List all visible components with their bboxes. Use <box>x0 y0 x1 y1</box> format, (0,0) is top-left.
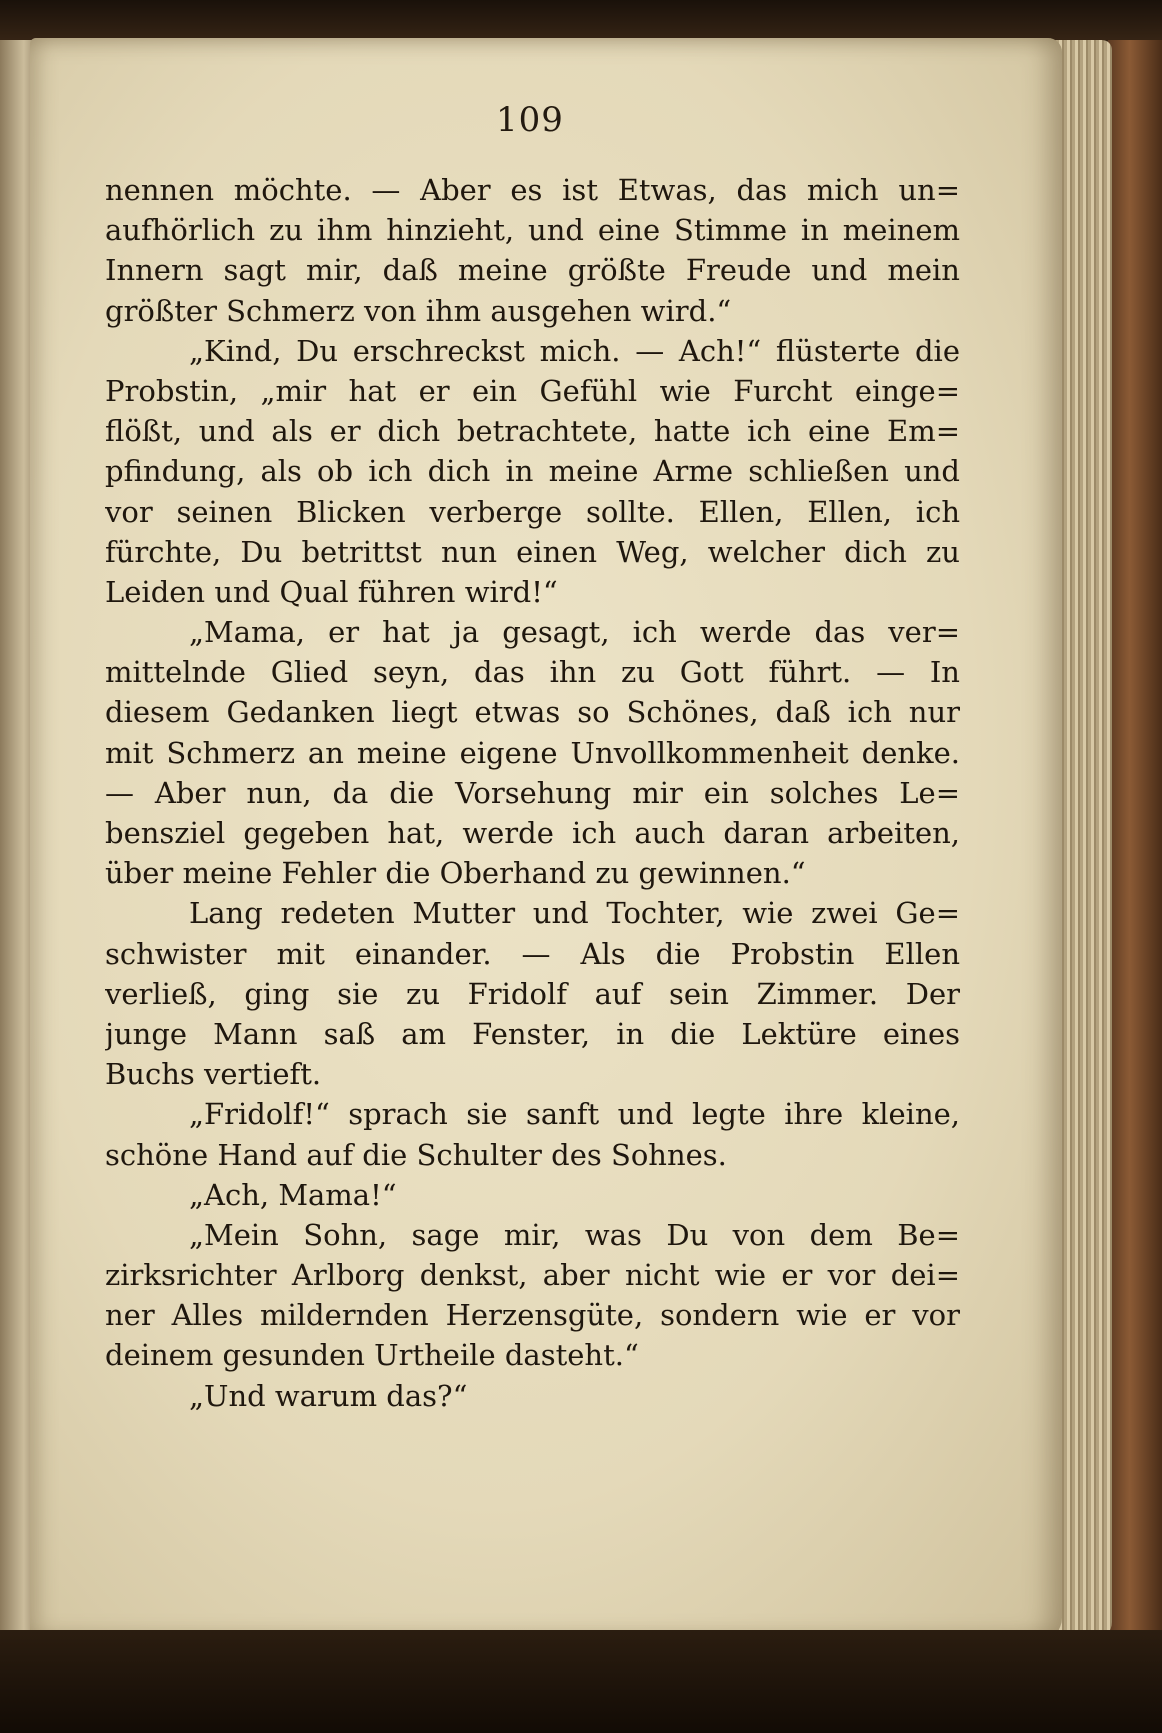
text-block <box>105 170 960 1416</box>
book-page <box>30 38 1062 1640</box>
text-line: Lang redeten Mutter und Tochter, wie zwei Ge= <box>189 896 960 931</box>
text-line: junge Mann saß am Fenster, in die Lektüre eines <box>105 1016 960 1051</box>
left-page-edge <box>0 40 34 1733</box>
text-line: pfindung, als ob ich dich in meine Arme schließen und <box>105 454 960 489</box>
text-line: fürchte, Du betrittst nun einen Weg, welcher dich zu <box>105 534 960 569</box>
text-line: flößt, und als er dich betrachtete, hatte ich eine Em= <box>105 414 960 449</box>
text-line: zirksrichter Arlborg denkst, aber nicht wie er vor dei= <box>105 1258 960 1293</box>
text-line: diesem Gedanken liegt etwas so Schönes, daß ich nur <box>105 695 960 730</box>
text-line: größter Schmerz von ihm ausgehen wird.“ <box>105 293 732 328</box>
text-line: deinem gesunden Urtheile dasteht.“ <box>105 1338 639 1373</box>
text-line: bensziel gegeben hat, werde ich auch daran arbeiten, <box>105 816 960 850</box>
text-line: „Kind, Du erschreckst mich. — Ach!“ flüsterte die <box>189 333 960 368</box>
text-line: schwister mit einander. — Als die Probstin Ellen <box>105 936 960 971</box>
text-line: vor seinen Blicken verberge sollte. Ellen, Ellen, ich <box>105 494 960 529</box>
text-line: verließ, ging sie zu Fridolf auf sein Zimmer. Der <box>105 976 960 1011</box>
text-line: „Fridolf!“ sprach sie sanft und legte ihre kleine, <box>189 1097 960 1132</box>
bottom-shadow <box>0 1630 1162 1733</box>
text-line: ner Alles mildernden Herzensgüte, sondern wie er vor <box>105 1298 960 1333</box>
text-line: schöne Hand auf die Schulter des Sohnes. <box>105 1137 727 1172</box>
text-line: mittelnde Glied seyn, das ihn zu Gott führt. — In <box>105 655 960 690</box>
text-line: „Und warum das?“ <box>189 1378 468 1413</box>
text-line: „Mein Sohn, sage mir, was Du von dem Be= <box>189 1217 960 1252</box>
text-line: — Aber nun, da die Vorsehung mir ein solches Le= <box>105 775 960 810</box>
page-number: 109 <box>496 100 564 140</box>
text-line: „Mama, er hat ja gesagt, ich werde das ver= <box>189 615 960 650</box>
text-line: mit Schmerz an meine eigene Unvollkommenheit denke. <box>105 735 960 770</box>
text-line: aufhörlich zu ihm hinzieht, und eine Stimme in meinem <box>105 213 960 248</box>
text-line: über meine Fehler die Oberhand zu gewinnen.“ <box>105 856 806 891</box>
book-cover-right <box>1108 40 1162 1733</box>
text-line: Buchs vertieft. <box>105 1057 322 1092</box>
text-line: Innern sagt mir, daß meine größte Freude und mein <box>105 253 960 288</box>
text-line: Leiden und Qual führen wird!“ <box>105 574 558 609</box>
text-line: „Ach, Mama!“ <box>189 1177 397 1212</box>
text-line: nennen möchte. — Aber es ist Etwas, das mich un= <box>105 173 960 207</box>
text-line: Probstin, „mir hat er ein Gefühl wie Furcht einge= <box>105 373 960 408</box>
